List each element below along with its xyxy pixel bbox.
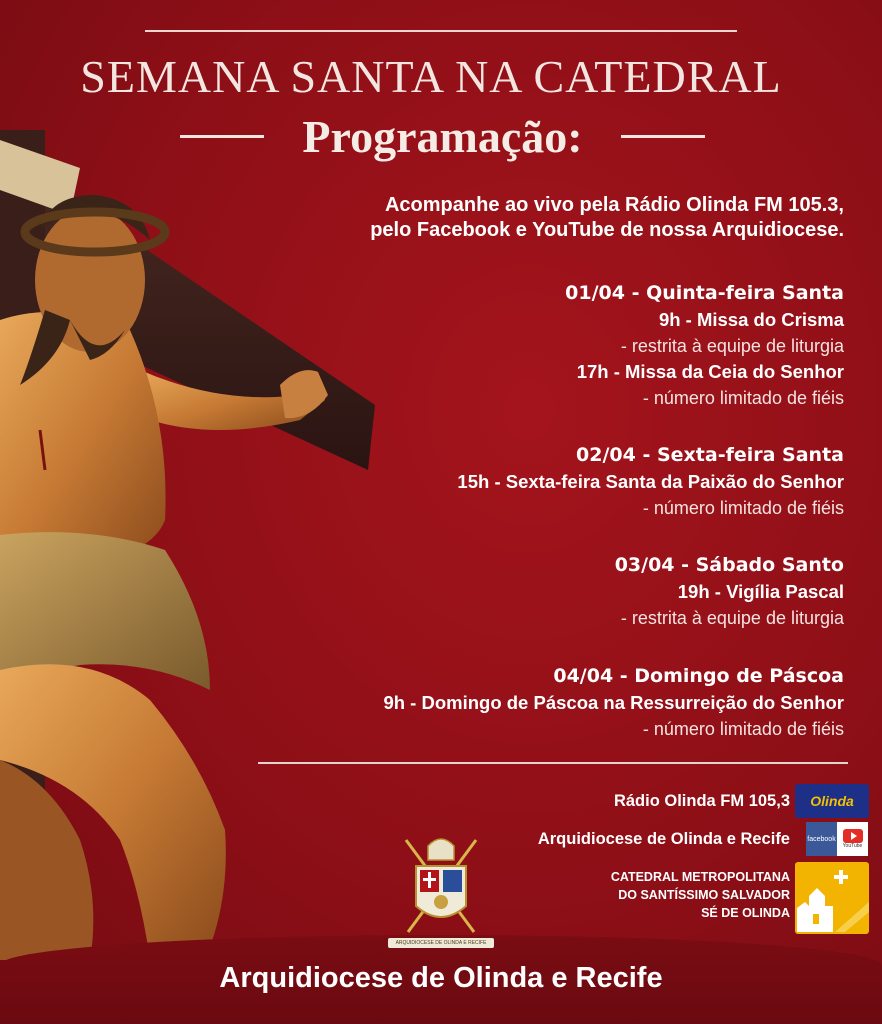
subtitle-row — [180, 108, 705, 164]
coat-of-arms-banner: ARQUIDIOCESE DE OLINDA E RECIFE — [388, 938, 494, 948]
schedule-day — [457, 441, 844, 521]
day-title: 04/04 - Domingo de Páscoa — [553, 665, 844, 687]
cathedral-label: CATEDRAL METROPOLITANA DO SANTÍSSIMO SALVADOR SÉ DE OLINDA — [610, 870, 790, 920]
event-main: 15h - Sexta-feira Santa da Paixão do Senhor — [457, 471, 844, 492]
intro-line-2: pelo Facebook e YouTube de nossa Arquidiocese. — [370, 219, 844, 241]
poster-subtitle: Programação: — [302, 110, 583, 162]
facebook-icon: facebook — [806, 822, 837, 856]
radio-logo-text: Olinda — [810, 793, 854, 809]
radio-label: Rádio Olinda FM 105,3 — [613, 792, 790, 810]
schedule-day — [615, 551, 844, 631]
event-note: - número limitado de fiéis — [642, 388, 844, 408]
event-note: - restrita à equipe de liturgia — [620, 336, 844, 356]
top-divider — [145, 30, 737, 32]
subtitle-dash-left — [180, 135, 264, 138]
youtube-icon: YouTube — [837, 822, 868, 856]
schedule-day — [383, 662, 844, 742]
day-title: 02/04 - Sexta-feira Santa — [576, 444, 844, 466]
poster-title: SEMANA SANTA NA CATEDRAL — [80, 51, 782, 102]
cathedral-logo — [795, 862, 869, 934]
subtitle-dash-right — [621, 135, 705, 138]
schedule-day — [565, 279, 844, 411]
event-main: 19h - Vigília Pascal — [677, 581, 844, 602]
radio-logo — [795, 784, 869, 818]
event-note: - número limitado de fiéis — [642, 719, 844, 739]
intro-line-1: Acompanhe ao vivo pela Rádio Olinda FM 105.3, — [384, 194, 844, 216]
coat-of-arms-icon — [386, 832, 496, 954]
day-title: 01/04 - Quinta-feira Santa — [565, 282, 844, 304]
intro-text — [370, 193, 844, 243]
event-note: - número limitado de fiéis — [642, 498, 844, 518]
event-note: - restrita à equipe de liturgia — [620, 608, 844, 628]
event-main: 9h - Missa do Crisma — [658, 309, 844, 330]
footer-text: Arquidiocese de Olinda e Recife — [219, 962, 663, 994]
social-logos — [806, 822, 868, 856]
social-label: Arquidiocese de Olinda e Recife — [537, 830, 790, 848]
event-main: 17h - Missa da Ceia do Senhor — [576, 361, 844, 382]
cathedral-icon — [795, 862, 869, 934]
coat-of-arms — [386, 832, 496, 954]
bottom-divider — [258, 762, 848, 764]
day-title: 03/04 - Sábado Santo — [614, 554, 844, 576]
event-main: 9h - Domingo de Páscoa na Ressurreição do Senhor — [383, 692, 844, 713]
